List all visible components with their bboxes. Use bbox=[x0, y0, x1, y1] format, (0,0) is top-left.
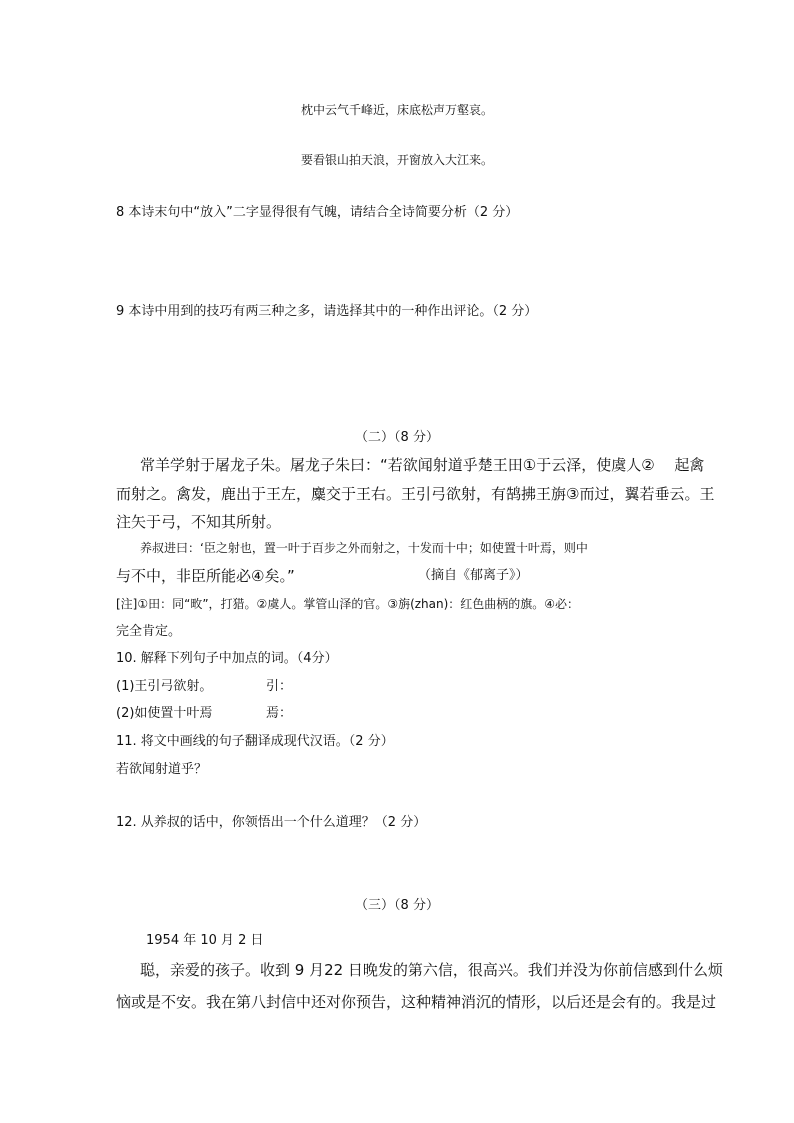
section-3-heading: （三）（8 分） bbox=[355, 898, 439, 913]
annotation-line-2: 完全肯定。 bbox=[116, 624, 182, 639]
question-10-item-2-word: 焉： bbox=[266, 706, 293, 721]
question-9: 9 本诗中用到的技巧有两三种之多，请选择其中的一种作出评论。（2 分） bbox=[116, 304, 538, 319]
question-10-item-1-word: 引： bbox=[266, 679, 293, 694]
question-10-item-1: (1)王引弓欲射。 bbox=[116, 679, 213, 694]
question-11: 11. 将文中画线的句子翻译成现代汉语。（2 分） bbox=[116, 734, 394, 749]
section-2-heading: （二）（8 分） bbox=[355, 430, 439, 445]
question-11-sentence: 若欲闻射道乎？ bbox=[116, 762, 208, 777]
passage-2-para2-line-2: 与不中，非臣所能必④矣。” bbox=[116, 567, 295, 585]
passage-2-line-2: 而射之。禽发，鹿出于王左，麋交于王右。王引弓欲射，有鹄拂王旃③而过，翼若垂云。王 bbox=[116, 485, 715, 503]
question-10-item-2: (2)如使置十叶焉 bbox=[116, 706, 213, 721]
poem-line-1: 枕中云气千峰近，床底松声万壑哀。 bbox=[300, 103, 493, 117]
question-10: 10. 解释下列句子中加点的词。（4分） bbox=[116, 651, 338, 666]
annotation-line-1: [注]①田：同“畋”，打猎。②虞人。掌管山泽的官。③旃(zhan)：红色曲柄的旗。④必： bbox=[116, 597, 580, 611]
passage-2-para2-line-1: 养叔进曰：‘臣之射也，置一叶于百步之外而射之，十发而十中；如使置十叶焉，则中 bbox=[140, 541, 588, 555]
question-8: 8 本诗末句中“放入”二字显得很有气魄，请结合全诗简要分析（2 分） bbox=[116, 205, 519, 220]
passage-3-line-2: 恼或是不安。我在第八封信中还对你预告，这种精神消沉的情形，以后还是会有的。我是过 bbox=[116, 993, 717, 1011]
passage-2-line-1: 常羊学射于屠龙子朱。屠龙子朱曰：“若欲闻射道乎楚王田①于云泽，使虞人② 起禽 bbox=[140, 456, 705, 474]
passage-2-source: （摘自《郁离子》） bbox=[418, 568, 529, 583]
poem-line-2: 要看银山拍天浪，开窗放入大江来。 bbox=[300, 153, 493, 167]
passage-3-line-1: 聪，亲爱的孩子。收到 9 月22 日晚发的第六信，很高兴。我们并没为你前信感到什么烦 bbox=[140, 961, 723, 979]
passage-2-line-3: 注矢于弓，不知其所射。 bbox=[116, 513, 282, 531]
question-12: 12. 从养叔的话中，你领悟出一个什么道理？（2 分） bbox=[116, 815, 427, 830]
letter-date: 1954 年 10 月 2 日 bbox=[146, 933, 264, 948]
